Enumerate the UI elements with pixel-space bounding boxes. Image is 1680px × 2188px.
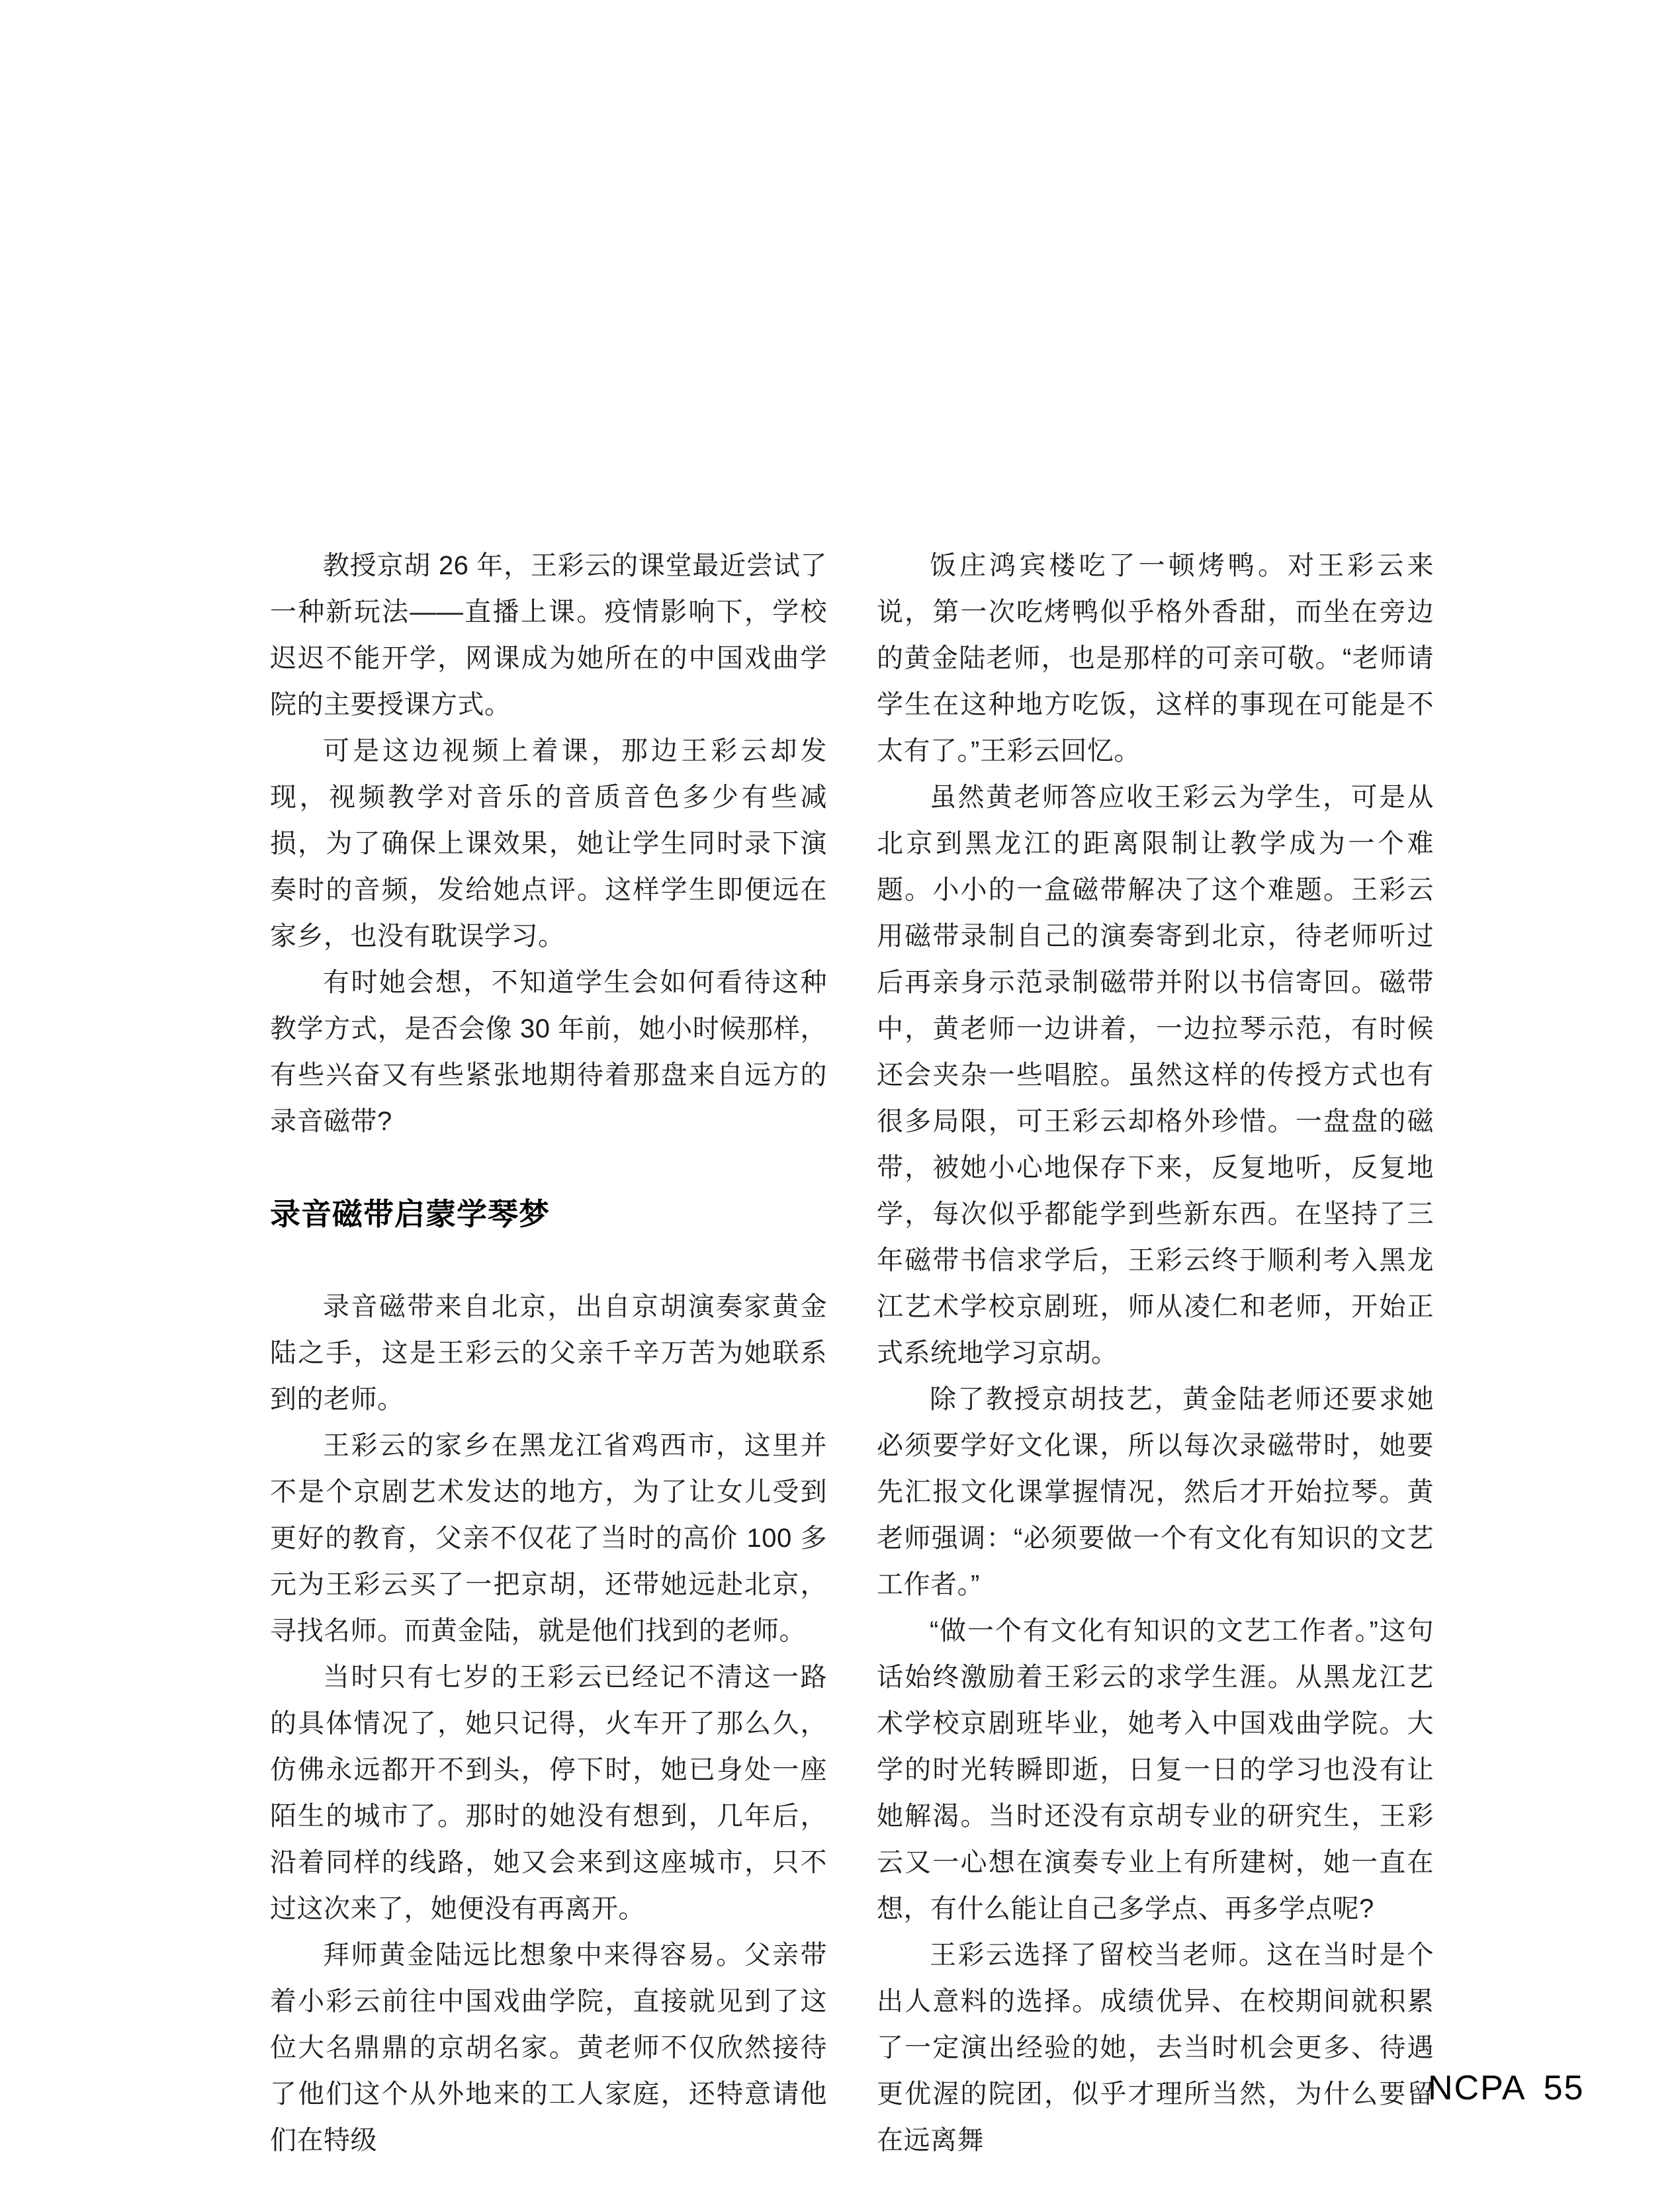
paragraph: “做一个有文化有知识的文艺工作者。”这句话始终激励着王彩云的求学生涯。从黑龙江艺术学校京剧班毕业，她考入中国戏曲学院。大学的时光转瞬即逝，日复一日的学习也没有让她解渴。当时还没有京胡专业的研究生，王彩云又一心想在演奏专业上有所建树，她一直在想，有什么能让自己多学点、再多学点呢? [877,1616,1434,1923]
section-heading: 录音磁带启蒙学琴梦 [270,1197,550,1231]
paragraph: 王彩云的家乡在黑龙江省鸡西市，这里并不是个京剧艺术发达的地方，为了让女儿受到更好的教育，父亲不仅花了当时的高价 100 多元为王彩云买了一把京胡，还带她远赴北京，寻找名师。而黄金陆，就是他们找到的老师。 [270,1431,827,1645]
paragraph: 可是这边视频上着课，那边王彩云却发现，视频教学对音乐的音质音色多少有些减损，为了确保上课效果，她让学生同时录下演奏时的音频，发给她点评。这样学生即便远在家乡，也没有耽误学习。 [270,736,827,951]
paragraph: 除了教授京胡技艺，黄金陆老师还要求她必须要学好文化课，所以每次录磁带时，她要先汇报文化课掌握情况，然后才开始拉琴。黄老师强调：“必须要做一个有文化有知识的文艺工作者。” [877,1385,1434,1599]
paragraph: 录音磁带来自北京，出自京胡演奏家黄金陆之手，这是王彩云的父亲千辛万苦为她联系到的老师。 [270,1292,827,1414]
paragraph: 王彩云选择了留校当老师。这在当时是个出人意料的选择。成绩优异、在校期间就积累了一定演出经验的她，去当时机会更多、待遇更优渥的院团，似乎才理所当然，为什么要留在远离舞 [877,1941,1434,2155]
right-column [877,543,1434,2164]
page-footer [1428,2068,1584,2108]
left-column [270,543,827,2164]
paragraph: 有时她会想，不知道学生会如何看待这种教学方式，是否会像 30 年前，她小时候那样，有些兴奋又有些紧张地期待着那盘来自远方的录音磁带? [270,968,827,1136]
paragraph: 当时只有七岁的王彩云已经记不清这一路的具体情况了，她只记得，火车开了那么久，仿佛永远都开不到头，停下时，她已身处一座陌生的城市了。那时的她没有想到，几年后，沿着同样的线路，她又会来到这座城市，只不过这次来了，她便没有再离开。 [270,1663,827,1923]
paragraph: 教授京胡 26 年，王彩云的课堂最近尝试了一种新玩法——直播上课。疫情影响下，学校迟迟不能开学，网课成为她所在的中国戏曲学院的主要授课方式。 [270,551,827,719]
page-number: 55 [1543,2069,1585,2107]
magazine-name: NCPA [1428,2069,1526,2107]
paragraph: 拜师黄金陆远比想象中来得容易。父亲带着小彩云前往中国戏曲学院，直接就见到了这位大名鼎鼎的京胡名家。黄老师不仅欣然接待了他们这个从外地来的工人家庭，还特意请他们在特级 [270,1941,827,2155]
paragraph: 饭庄鸿宾楼吃了一顿烤鸭。对王彩云来说，第一次吃烤鸭似乎格外香甜，而坐在旁边的黄金陆老师，也是那样的可亲可敬。“老师请学生在这种地方吃饭，这样的事现在可能是不太有了。”王彩云回忆。 [877,551,1434,766]
paragraph: 虽然黄老师答应收王彩云为学生，可是从北京到黑龙江的距离限制让教学成为一个难题。小小的一盒磁带解决了这个难题。王彩云用磁带录制自己的演奏寄到北京，待老师听过后再亲身示范录制磁带并附以书信寄回。磁带中，黄老师一边讲着，一边拉琴示范，有时候还会夹杂一些唱腔。虽然这样的传授方式也有很多局限，可王彩云却格外珍惜。一盘盘的磁带，被她小心地保存下来，反复地听，反复地学，每次似乎都能学到些新东西。在坚持了三年磁带书信求学后，王彩云终于顺利考入黑龙江艺术学校京剧班，师从凌仁和老师，开始正式系统地学习京胡。 [877,783,1434,1368]
